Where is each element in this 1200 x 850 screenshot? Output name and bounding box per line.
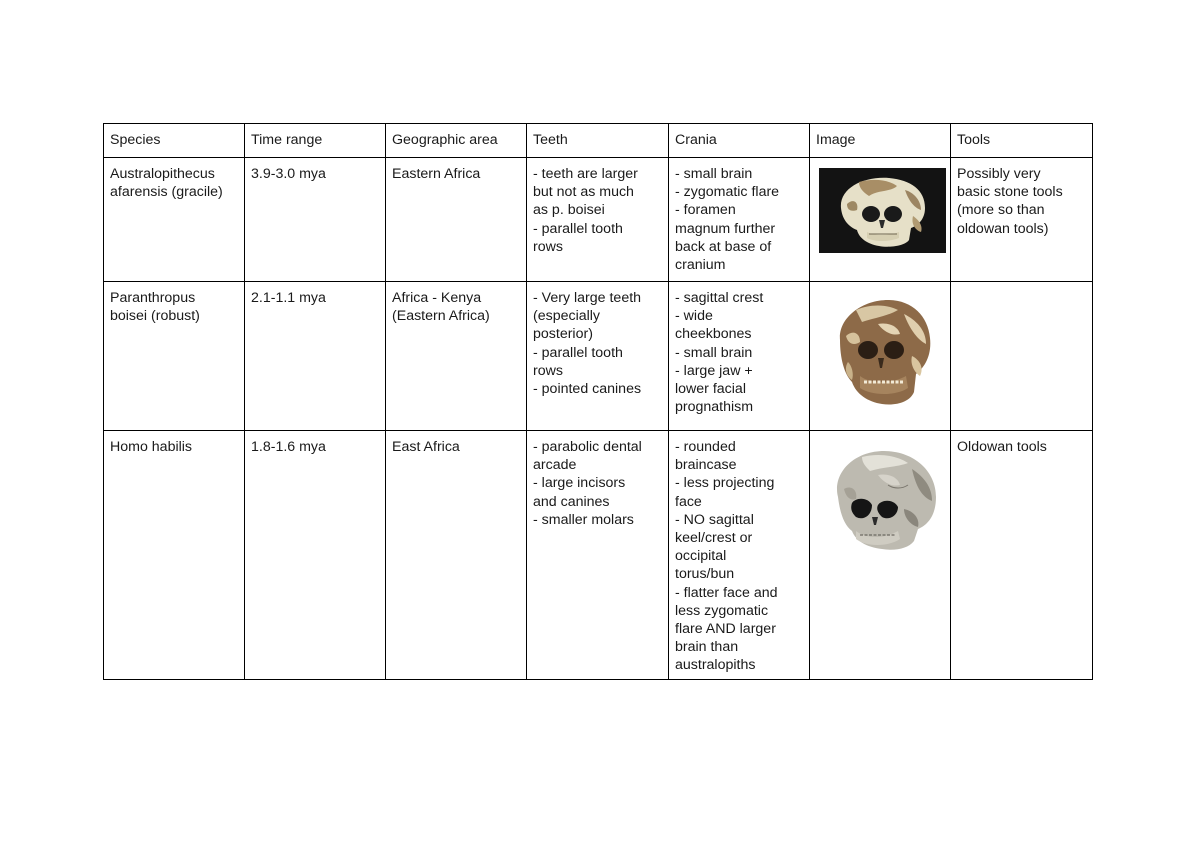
image-cell — [810, 431, 951, 680]
species-line: Homo habilis — [110, 439, 193, 455]
crania-line: - rounded — [675, 439, 736, 455]
skull-photo-icon — [826, 296, 934, 410]
species-line: boisei (robust) — [110, 308, 200, 325]
table-row — [104, 158, 1093, 282]
crania-line: - zygomatic flare — [675, 184, 780, 201]
teeth-line: rows — [533, 238, 563, 255]
image-cell — [810, 282, 951, 431]
image-cell — [810, 158, 951, 282]
tools-cell — [951, 282, 1093, 431]
teeth-line: - teeth are larger — [533, 166, 638, 182]
skull-photo-icon — [822, 445, 942, 555]
teeth-line: and canines — [533, 493, 610, 510]
teeth-line: - pointed canines — [533, 381, 642, 398]
crania-cell — [669, 282, 810, 431]
header-geographic-area: Geographic area — [386, 124, 527, 158]
geo-line: (Eastern Africa) — [392, 308, 490, 325]
crania-line: face — [675, 493, 702, 510]
species-cell — [104, 158, 245, 282]
tools-cell — [951, 431, 1093, 680]
species-cell — [104, 282, 245, 431]
crania-line: magnum further — [675, 220, 776, 237]
species-line: afarensis (gracile) — [110, 184, 223, 201]
crania-line: - sagittal crest — [675, 290, 764, 306]
geographic-area-cell — [386, 158, 527, 282]
crania-cell — [669, 431, 810, 680]
header-time-range: Time range — [245, 124, 386, 158]
crania-line: - wide — [675, 308, 713, 325]
teeth-line: - Very large teeth — [533, 290, 642, 306]
teeth-line: - smaller molars — [533, 511, 634, 528]
crania-line: - less projecting — [675, 475, 775, 492]
crania-line: - foramen — [675, 202, 736, 219]
header-tools: Tools — [951, 124, 1093, 158]
crania-line: lower facial — [675, 381, 746, 398]
crania-cell — [669, 158, 810, 282]
crania-line: brain than — [675, 639, 739, 656]
header-species: Species — [104, 124, 245, 158]
crania-line: cranium — [675, 257, 726, 274]
species-cell — [104, 431, 245, 680]
teeth-line: but not as much — [533, 184, 634, 201]
crania-line: torus/bun — [675, 566, 735, 583]
teeth-cell — [527, 282, 669, 431]
geo-line: Eastern Africa — [392, 166, 481, 182]
crania-line: flare AND larger — [675, 621, 776, 638]
teeth-line: rows — [533, 362, 563, 379]
geo-line: East Africa — [392, 439, 460, 455]
geographic-area-cell — [386, 282, 527, 431]
crania-line: braincase — [675, 457, 737, 474]
crania-line: prognathism — [675, 399, 754, 416]
geo-line: Africa - Kenya — [392, 290, 482, 306]
table-row — [104, 431, 1093, 680]
teeth-line: - parallel tooth — [533, 344, 623, 361]
table-row — [104, 282, 1093, 431]
crania-line: less zygomatic — [675, 602, 769, 619]
crania-line: australopiths — [675, 657, 756, 674]
teeth-line: posterior) — [533, 326, 593, 343]
teeth-cell — [527, 431, 669, 680]
table-header-row — [104, 124, 1093, 158]
tools-cell — [951, 158, 1093, 282]
tools-line: Oldowan tools — [957, 439, 1047, 455]
header-crania: Crania — [669, 124, 810, 158]
crania-line: - small brain — [675, 166, 753, 182]
tools-line: (more so than — [957, 202, 1045, 219]
tools-line: Possibly very — [957, 166, 1041, 182]
skull-photo-icon — [819, 168, 946, 253]
crania-line: keel/crest or — [675, 530, 753, 547]
teeth-line: - parallel tooth — [533, 220, 623, 237]
species-line: Paranthropus — [110, 290, 196, 306]
crania-line: - NO sagittal — [675, 511, 754, 528]
crania-line: cheekbones — [675, 326, 752, 343]
teeth-line: - large incisors — [533, 475, 626, 492]
crania-line: - small brain — [675, 344, 753, 361]
header-teeth: Teeth — [527, 124, 669, 158]
tools-line: basic stone tools — [957, 184, 1063, 201]
crania-line: back at base of — [675, 238, 772, 255]
teeth-line: arcade — [533, 457, 577, 474]
species-line: Australopithecus — [110, 166, 215, 182]
time-range-cell: 1.8-1.6 mya — [245, 431, 386, 680]
crania-line: - flatter face and — [675, 584, 778, 601]
time-range-cell: 2.1-1.1 mya — [245, 282, 386, 431]
crania-line: occipital — [675, 548, 727, 565]
teeth-line: (especially — [533, 308, 601, 325]
teeth-cell — [527, 158, 669, 282]
teeth-line: as p. boisei — [533, 202, 605, 219]
hominin-species-table — [103, 123, 1093, 680]
teeth-line: - parabolic dental — [533, 439, 642, 455]
geographic-area-cell — [386, 431, 527, 680]
header-image: Image — [810, 124, 951, 158]
time-range-cell: 3.9-3.0 mya — [245, 158, 386, 282]
tools-line: oldowan tools) — [957, 220, 1049, 237]
crania-line: - large jaw + — [675, 362, 753, 379]
